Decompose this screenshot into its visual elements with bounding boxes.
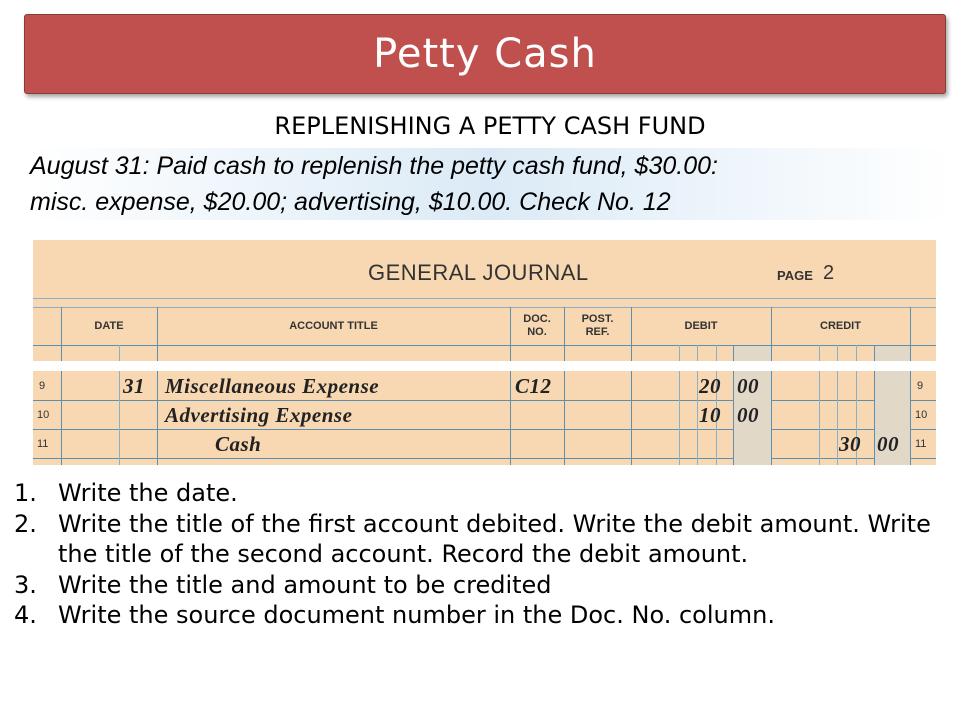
- page-title: Petty Cash: [373, 31, 597, 77]
- rule: [33, 345, 936, 346]
- col-debit: DEBIT: [684, 320, 718, 332]
- step-item: [14, 509, 954, 570]
- step-text: Write the title and amount to be credited: [58, 570, 552, 599]
- step-text: Write the date.: [58, 479, 238, 507]
- rule: [910, 307, 911, 465]
- rule: [33, 400, 936, 401]
- entry-doc-no: C12: [515, 374, 552, 398]
- general-journal: [33, 240, 936, 465]
- step-item: [14, 478, 954, 509]
- journal-page-label: PAGE: [777, 268, 813, 283]
- debit-dollars: 10: [699, 403, 721, 427]
- steps-list: [14, 478, 954, 631]
- col-date: DATE: [94, 320, 124, 332]
- step-item: [14, 600, 954, 631]
- debit-cents: 00: [737, 374, 759, 398]
- col-post-ref-line1: POST.: [581, 313, 614, 325]
- rule: [33, 298, 936, 299]
- intro-line-1: August 31: Paid cash to replenish the petty cash fund, $30.00:: [30, 152, 718, 180]
- line-number-right: 11: [915, 438, 927, 450]
- col-account-title: ACCOUNT TITLE: [289, 320, 378, 332]
- col-post-ref-line2: REF.: [585, 326, 610, 338]
- col-post-ref: [564, 313, 631, 339]
- col-credit: CREDIT: [820, 320, 861, 332]
- step-number: 4.: [14, 601, 37, 629]
- row-gap: [33, 361, 936, 371]
- title-bar: [24, 14, 946, 94]
- step-number: 3.: [14, 570, 37, 599]
- entry-date: 31: [123, 374, 145, 398]
- journal-page-number: 2: [823, 262, 835, 284]
- credit-cents: 00: [877, 432, 899, 456]
- intro-text: [30, 148, 950, 220]
- line-number: 9: [39, 380, 46, 392]
- line-number: 11: [37, 438, 49, 450]
- step-number: 1.: [14, 479, 37, 507]
- line-number-right: 9: [917, 380, 924, 392]
- debit-cents: 00: [737, 403, 759, 427]
- debit-dollars: 20: [699, 374, 721, 398]
- journal-title: GENERAL JOURNAL: [368, 260, 589, 285]
- credit-dollars: 30: [839, 432, 861, 456]
- step-text: Write the title of the first account debited. Write the debit amount. Write the title of the second account. Record the debit amount.: [58, 509, 931, 568]
- intro-line-2: misc. expense, $20.00; advertising, $10.00. Check No. 12: [30, 188, 671, 216]
- rule: [33, 307, 936, 308]
- line-number: 10: [37, 409, 50, 421]
- col-doc-no: [510, 313, 564, 339]
- step-number: 2.: [14, 509, 37, 538]
- rule: [33, 458, 936, 459]
- entry-account: Cash: [215, 432, 262, 456]
- subtitle: REPLENISHING A PETTY CASH FUND: [274, 112, 706, 140]
- col-doc-no-line2: NO.: [527, 326, 547, 338]
- col-doc-no-line1: DOC.: [523, 313, 551, 325]
- rule: [33, 429, 936, 430]
- step-item: [14, 570, 954, 601]
- entry-account: Miscellaneous Expense: [165, 374, 380, 398]
- line-number-right: 10: [915, 409, 928, 421]
- journal-header: [33, 240, 936, 306]
- step-text: Write the source document number in the Doc. No. column.: [58, 601, 775, 629]
- entry-account: Advertising Expense: [165, 403, 353, 427]
